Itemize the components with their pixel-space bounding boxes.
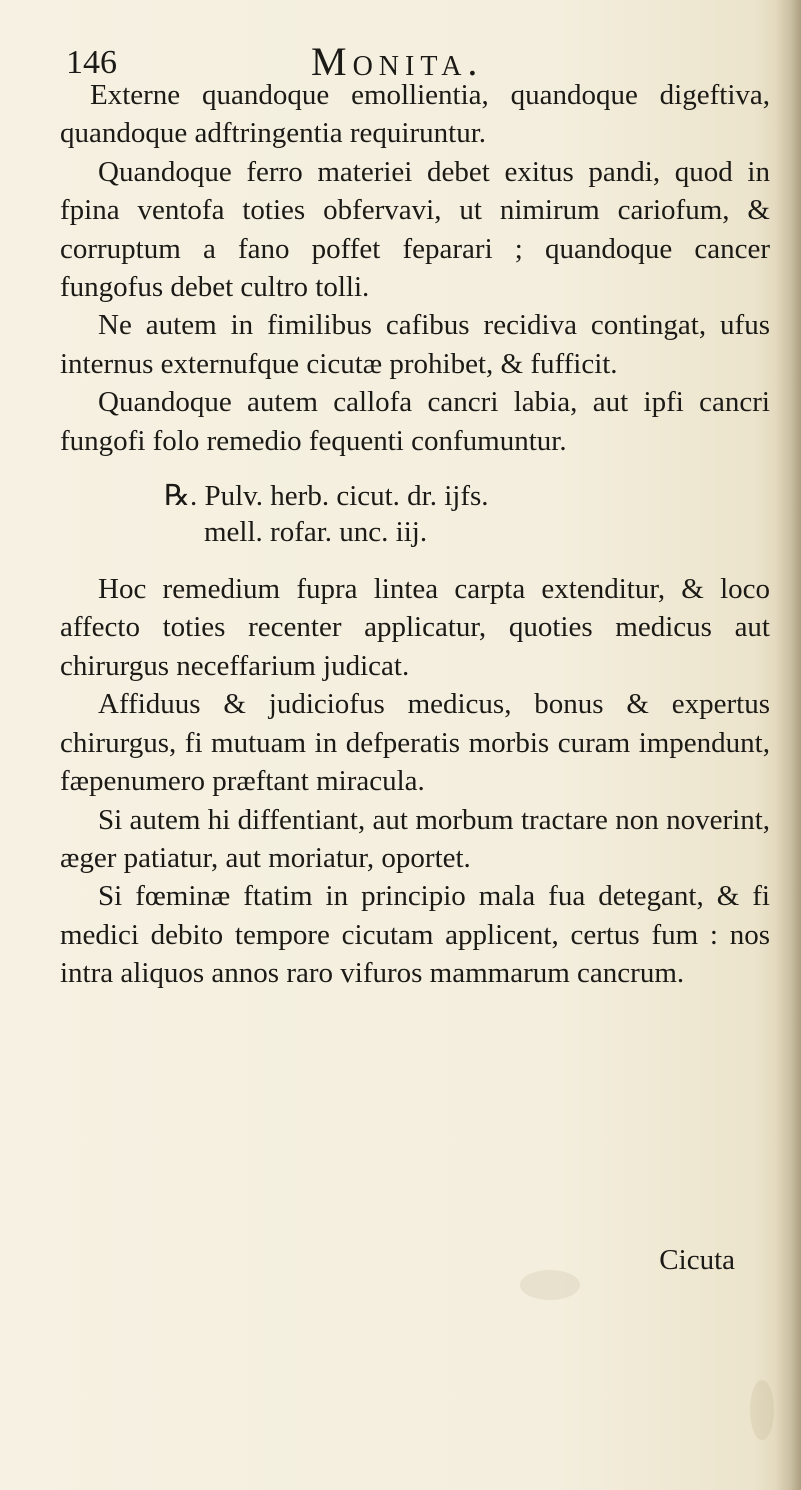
page-number: 146 (66, 44, 117, 81)
recipe-prescription (60, 478, 770, 550)
paragraph: Quandoque autem callofa cancri labia, aut ipfi cancri fungofi folo remedio fequenti confumuntur. (60, 386, 770, 457)
recipe-line: ℞. Pulv. herb. cicut. dr. ijfs. (164, 480, 489, 513)
paragraph: Ne autem in fimilibus cafibus recidiva contingat, ufus internus externufque cicutæ prohibet, & fufficit. (60, 309, 770, 380)
body-text (60, 76, 770, 993)
page-edge-shadow (775, 0, 801, 1490)
paragraph: Externe quandoque emollientia, quandoque digeftiva, quandoque adftringentia requiruntur. (60, 79, 770, 150)
paragraph: Hoc remedium fupra lintea carpta extenditur, & loco affecto toties recenter applicatur, quoties medicus aut chirurgus neceffarium judicat. (60, 573, 770, 682)
running-title: Monita. (311, 39, 484, 84)
recipe-line: mell. rofar. unc. iij. (204, 516, 428, 549)
paper-stain (520, 1270, 580, 1300)
paragraph: Si autem hi diffentiant, aut morbum tractare non noverint, æger patiatur, aut moriatur, oportet. (60, 803, 770, 874)
paper-stain (750, 1380, 774, 1440)
paragraph: Quandoque ferro materiei debet exitus pandi, quod in fpina ventofa toties obfervavi, ut nimirum cariofum, & corruptum a fano poffet feparari ; quandoque cancer fungofus debet cultro tolli. (60, 155, 770, 304)
paragraph: Si fœminæ ftatim in principio mala fua detegant, & fi medici debito tempore cicutam applicent, certus fum : nos intra aliquos annos raro vifuros mammarum cancrum. (60, 880, 770, 990)
catchword: Cicuta (659, 1244, 735, 1276)
paragraph: Affiduus & judiciofus medicus, bonus & expertus chirurgus, fi mutuam in defperatis morbis curam impendunt, fæpenumero præftant miracula. (60, 688, 770, 798)
